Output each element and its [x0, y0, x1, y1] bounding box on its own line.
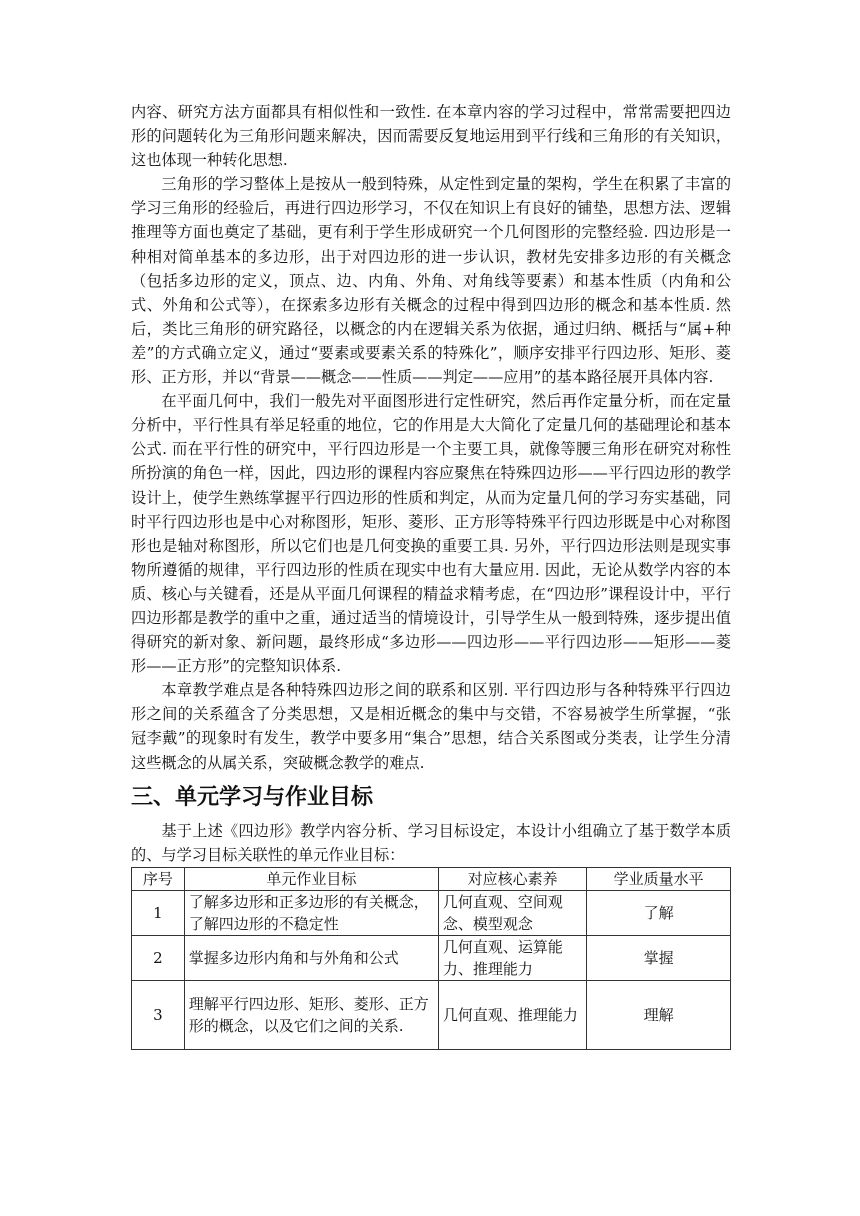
table-row — [132, 890, 731, 935]
table-row — [132, 935, 731, 980]
row-literacy: 几何直观、空间观念、模型观念 — [438, 890, 586, 935]
row-level: 掌握 — [587, 935, 731, 980]
paragraph-3: 在平面几何中，我们一般先对平面图形进行定性研究，然后再作定量分析，而在定量分析中，平行性具有举足轻重的地位，它的作用是大大简化了定量几何的基础理论和基本公式. 而在平行性的研究中，平行四边形是一个主要工具，就像等腰三角形在研究对称性所扮演的角色一样，因此，四边形的课程内容应聚焦在特殊四边形——平行四边形的教学设计上，使学生熟练掌握平行四边形的性质和判定，从而为定量几何的学习夯实基础，同时平行四边形也是中心对称图形，矩形、菱形、正方形等特殊平行四边形既是中心对称图形也是轴对称图形，所以它们也是几何变换的重要工具. 另外，平行四边形法则是现实事物所遵循的规律，平行四边形的性质在现实中也有大量应用. 因此，无论从数学内容的本质、核心与关键看，还是从平面几何课程的精益求精考虑，在“四边形”课程设计中，平行四边形都是教学的重中之重，通过适当的情境设计，引导学生从一般到特殊，逐步提出值得研究的新对象、新问题，最终形成“多边形——四边形——平行四边形——矩形——菱形——正方形”的完整知识体系. — [131, 392, 731, 676]
header-level: 学业质量水平 — [587, 867, 731, 890]
header-no: 序号 — [132, 867, 185, 890]
paragraph-2: 三角形的学习整体上是按从一般到特殊，从定性到定量的架构，学生在积累了丰富的学习三角形的经验后，再进行四边形学习，不仅在知识上有良好的铺垫，思想方法、逻辑推理等方面也奠定了基础，更有利于学生形成研究一个几何图形的完整经验. 四边形是一种相对简单基本的多边形，出于对四边形的进一步认识，教材先安排多边形的有关概念（包括多边形的定义，顶点、边、内角、外角、对角线等要素）和基本性质（内角和公式、外角和公式等），在探索多边形有关概念的过程中得到四边形的概念和基本性质. 然后，类比三角形的研究路径，以概念的内在逻辑关系为依据，通过归纳、概括与“属+种差”的方式确立定义，通过“要素或要素关系的特殊化”，顺序安排平行四边形、矩形、菱形、正方形，并以“背景——概念——性质——判定——应用”的基本路径展开具体内容. — [131, 175, 731, 387]
row-literacy: 几何直观、推理能力 — [438, 980, 586, 1049]
row-literacy: 几何直观、运算能力、推理能力 — [438, 935, 586, 980]
header-literacy: 对应核心素养 — [438, 867, 586, 890]
row-no: 1 — [132, 890, 185, 935]
row-goal: 掌握多边形内角和与外角和公式 — [184, 935, 438, 980]
header-goal: 单元作业目标 — [184, 867, 438, 890]
paragraph-4: 本章教学难点是各种特殊四边形之间的联系和区别. 平行四边形与各种特殊平行四边形之间的关系蕴含了分类思想，又是相近概念的集中与交错，不容易被学生所掌握，“张冠李戴”的现象时有发生，教学中要多用“集合”思想，结合关系图或分类表，让学生分清这些概念的从属关系，突破概念教学的难点. — [131, 681, 731, 772]
goals-table — [131, 867, 731, 1050]
row-no: 3 — [132, 980, 185, 1049]
row-level: 了解 — [587, 890, 731, 935]
section-intro: 基于上述《四边形》教学内容分析、学习目标设定，本设计小组确立了基于数学本质的、与学习目标关联性的单元作业目标： — [131, 821, 731, 864]
section-heading: 三、单元学习与作业目标 — [131, 784, 374, 810]
row-level: 理解 — [587, 980, 731, 1049]
page-content — [131, 100, 731, 1050]
table-row — [132, 980, 731, 1049]
row-goal: 了解多边形和正多边形的有关概念，了解四边形的不稳定性 — [184, 890, 438, 935]
row-no: 2 — [132, 935, 185, 980]
paragraph-1: 内容、研究方法方面都具有相似性和一致性. 在本章内容的学习过程中，常常需要把四边形的问题转化为三角形问题来解决，因而需要反复地运用到平行线和三角形的有关知识，这也体现一种转化思想. — [131, 103, 731, 170]
row-goal: 理解平行四边形、矩形、菱形、正方形的概念，以及它们之间的关系. — [184, 980, 438, 1049]
table-header-row — [132, 867, 731, 890]
